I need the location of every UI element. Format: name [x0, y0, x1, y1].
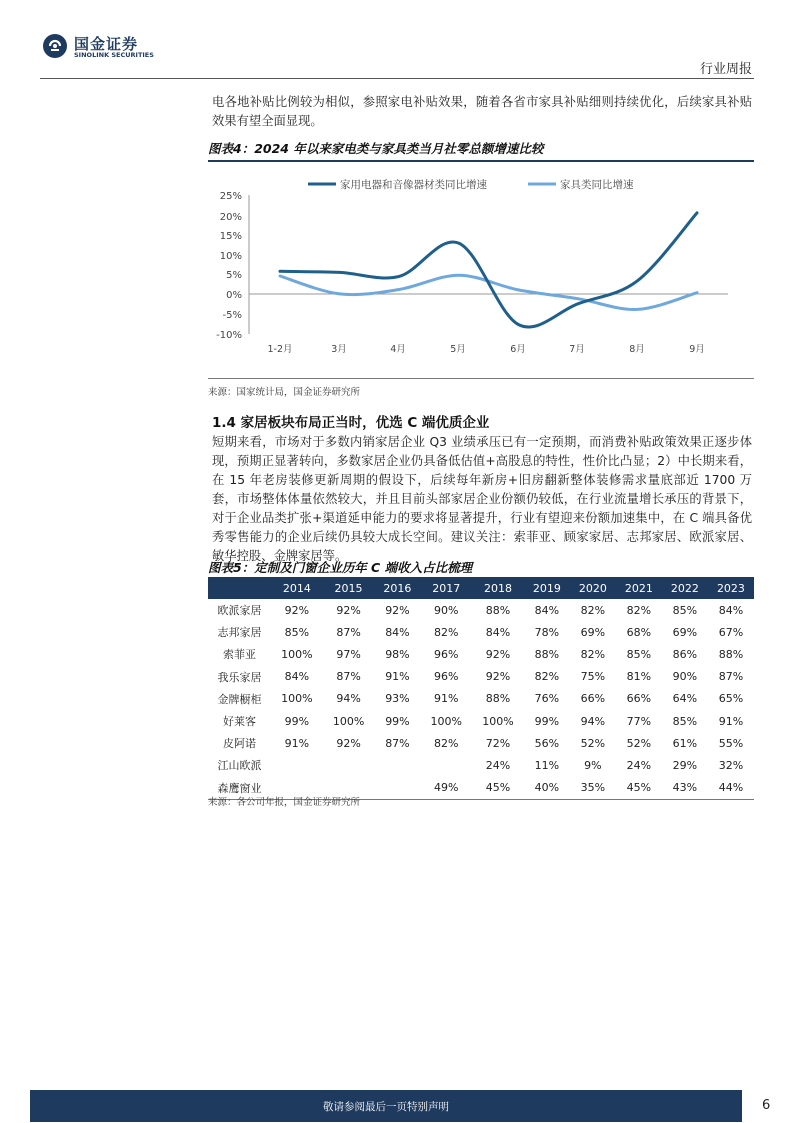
- ratio-cell: 32%: [718, 758, 744, 772]
- logo-chinese-name: 国金证券: [74, 35, 139, 53]
- header-divider: [40, 78, 754, 79]
- y-tick-label: 15%: [219, 231, 242, 242]
- year-header: 2020: [570, 578, 616, 599]
- table-row: [208, 599, 754, 621]
- ratio-cell: 100%: [281, 692, 313, 706]
- company-name-cell: 好莱客: [223, 715, 256, 729]
- ratio-cell: 72%: [485, 736, 511, 750]
- year-header: 2022: [662, 578, 708, 599]
- company-name-cell: 皮阿诺: [223, 737, 256, 751]
- x-tick-label: 6月: [510, 344, 526, 355]
- ratio-cell: 69%: [580, 625, 606, 639]
- table-row: [208, 621, 754, 643]
- ratio-cell: 85%: [284, 625, 310, 639]
- ratio-cell: 64%: [672, 692, 698, 706]
- x-tick-label: 4月: [390, 344, 406, 355]
- ratio-cell: 88%: [534, 647, 560, 661]
- ratio-cell: [271, 754, 323, 776]
- ratio-cell: 45%: [616, 777, 662, 800]
- ratio-cell: 92%: [284, 603, 310, 617]
- ratio-cell: 94%: [580, 714, 606, 728]
- ratio-cell: 97%: [336, 647, 361, 661]
- ratio-cell: 92%: [485, 670, 511, 684]
- ratio-cell: 78%: [534, 625, 560, 639]
- ratio-cell: 99%: [284, 714, 310, 728]
- y-tick-label: -10%: [216, 330, 242, 341]
- ratio-cell: 82%: [434, 625, 459, 639]
- ratio-cell: 84%: [718, 603, 744, 617]
- company-name-cell: 索菲亚: [223, 648, 256, 662]
- ratio-cell: 82%: [434, 736, 459, 750]
- ratio-cell: 29%: [672, 758, 698, 772]
- ratio-cell: 82%: [626, 603, 652, 617]
- page-number: 6: [762, 1098, 771, 1113]
- ratio-cell: [374, 777, 420, 800]
- table-row: [208, 688, 754, 710]
- ratio-cell: 81%: [626, 670, 652, 684]
- figure4-top-rule: [208, 160, 754, 162]
- ratio-cell: 90%: [434, 603, 459, 617]
- year-header: 2015: [323, 578, 375, 599]
- company-logo: [42, 30, 172, 62]
- ratio-cell: 82%: [580, 647, 606, 661]
- legend-label-furniture: 家具类同比增速: [560, 179, 634, 191]
- table-row: [208, 710, 754, 732]
- report-type-label: 行业周报: [699, 62, 752, 77]
- ratio-cell: 44%: [708, 777, 754, 800]
- section-heading: 1.4 家居板块布局正当时，优选 C 端优质企业: [212, 415, 490, 431]
- ratio-cell: 99%: [534, 714, 560, 728]
- footer-bar: [30, 1090, 742, 1122]
- ratio-cell: 61%: [672, 736, 698, 750]
- company-name-cell: 江山欧派: [217, 759, 262, 773]
- footer-disclaimer: 敬请参阅最后一页特别声明: [323, 1101, 449, 1113]
- ratio-cell: 85%: [626, 647, 652, 661]
- figure4-bottom-rule: [208, 378, 754, 379]
- ratio-cell: 87%: [336, 625, 361, 639]
- table-header-corner: [208, 578, 271, 599]
- table-row: [208, 732, 754, 754]
- ratio-cell: 67%: [718, 625, 744, 639]
- ratio-cell: 66%: [580, 692, 606, 706]
- y-tick-label: 25%: [219, 191, 242, 202]
- x-tick-label: 8月: [629, 344, 645, 355]
- figure4-title: 图表4：2024 年以来家电类与家具类当月社零总额增速比较: [208, 141, 544, 156]
- y-tick-label: 5%: [226, 270, 242, 281]
- ratio-cell: 49%: [420, 777, 472, 800]
- x-tick-label: 1-2月: [267, 344, 293, 355]
- ratio-cell: 65%: [718, 692, 744, 706]
- ratio-cell: 98%: [385, 647, 410, 661]
- year-header: 2019: [524, 578, 570, 599]
- ratio-cell: 84%: [485, 625, 511, 639]
- company-name-cell: 金牌橱柜: [217, 692, 262, 706]
- section-paragraph: 短期来看，市场对于多数内销家居企业 Q3 业绩承压已有一定预期，而消费补贴政策效果正逐步体现，预期正显著转向，多数家居企业仍具备低估值+高股息的特性，性价比凸显；2）中长期来看，在 15 年老房装修更新周期的假设下，后续每年新房+旧房翻新整体装修需求量底部近 1700 万套，市场整体体量依然较大，并且目前头部家居企业份额仍较低，在行业流量增长承压的背景下，对于企业品类扩张+渠道延申能力的要求将显著提升，行业有望迎来份额加速集中，在 C 端具备优秀零售能力的企业后续仍具较大成长空间。建议关注：索菲亚、顾家家居、志邦家居、欧派家居、敏华控股、金牌家居等。: [212, 435, 752, 563]
- ratio-cell: 92%: [336, 603, 361, 617]
- ratio-cell: 52%: [580, 736, 606, 750]
- sinolink-logo-icon: [42, 33, 68, 59]
- ratio-cell: [374, 754, 420, 776]
- ratio-cell: 87%: [336, 670, 361, 684]
- ratio-cell: 93%: [385, 692, 410, 706]
- table-row: [208, 666, 754, 688]
- ratio-cell: [420, 754, 472, 776]
- ratio-cell: 96%: [434, 670, 459, 684]
- ratio-cell: 35%: [570, 777, 616, 800]
- y-tick-label: -5%: [222, 310, 242, 321]
- ratio-cell: 88%: [485, 603, 511, 617]
- ratio-cell: 100%: [332, 714, 365, 728]
- ratio-cell: 91%: [718, 714, 744, 728]
- ratio-cell: 76%: [534, 692, 560, 706]
- y-tick-label: 0%: [226, 290, 242, 301]
- ratio-cell: 86%: [672, 647, 698, 661]
- ratio-cell: 11%: [534, 758, 560, 772]
- ratio-cell: 82%: [580, 603, 606, 617]
- x-tick-label: 7月: [569, 344, 585, 355]
- year-header: 2021: [616, 578, 662, 599]
- ratio-cell: 87%: [718, 670, 744, 684]
- year-header: 2023: [708, 578, 754, 599]
- ratio-cell: 88%: [718, 647, 744, 661]
- legend-label-appliances: 家用电器和音像器材类同比增速: [340, 179, 487, 191]
- ratio-cell: 92%: [485, 647, 511, 661]
- x-tick-label: 9月: [689, 344, 705, 355]
- company-name-cell: 志邦家居: [217, 626, 262, 640]
- y-tick-label: 20%: [219, 212, 242, 223]
- ratio-cell: 40%: [524, 777, 570, 800]
- ratio-cell: 99%: [385, 714, 410, 728]
- logo-english-name: SINOLINK SECURITIES: [74, 51, 154, 59]
- ratio-cell: 24%: [626, 758, 652, 772]
- ratio-cell: 68%: [626, 625, 652, 639]
- ratio-cell: 100%: [430, 714, 462, 728]
- ratio-cell: 84%: [385, 625, 410, 639]
- ratio-cell: 96%: [434, 647, 459, 661]
- ratio-cell: 69%: [672, 625, 698, 639]
- year-header: 2017: [420, 578, 472, 599]
- figure5-source: 来源：各公司年报，国金证券研究所: [208, 797, 361, 808]
- ratio-cell: 85%: [672, 603, 698, 617]
- ratio-cell: 91%: [385, 670, 410, 684]
- ratio-cell: 91%: [434, 692, 459, 706]
- ratio-cell: 84%: [534, 603, 560, 617]
- ratio-cell: 100%: [281, 647, 313, 661]
- table-row: [208, 643, 754, 665]
- ratio-cell: 56%: [534, 736, 560, 750]
- x-tick-label: 3月: [331, 344, 347, 355]
- table-row: [208, 754, 754, 776]
- ratio-cell: 55%: [718, 736, 744, 750]
- ratio-cell: 75%: [580, 670, 606, 684]
- ratio-cell: 9%: [584, 758, 602, 772]
- ratio-cell: 84%: [284, 670, 310, 684]
- x-tick-label: 5月: [450, 344, 466, 355]
- company-name-cell: 我乐家居: [217, 670, 262, 684]
- ratio-cell: 100%: [482, 714, 514, 728]
- year-header: 2018: [472, 578, 524, 599]
- company-name-cell: 森鹰窗业: [208, 777, 271, 800]
- ratio-cell: 87%: [385, 736, 410, 750]
- ratio-cell: 92%: [385, 603, 410, 617]
- year-header: 2016: [374, 578, 420, 599]
- ratio-cell: 66%: [626, 692, 652, 706]
- figure4-source: 来源：国家统计局，国金证券研究所: [208, 387, 361, 398]
- ratio-cell: 90%: [672, 670, 698, 684]
- c-end-revenue-table: [208, 578, 754, 800]
- ratio-cell: 77%: [626, 714, 652, 728]
- ratio-cell: 43%: [662, 777, 708, 800]
- ratio-cell: 85%: [672, 714, 698, 728]
- ratio-cell: 52%: [626, 736, 652, 750]
- figure5-title: 图表5：定制及门窗企业历年 C 端收入占比梳理: [208, 560, 473, 575]
- intro-paragraph: 电各地补贴比例较为相似，参照家电补贴效果，随着各省市家具补贴细则持续优化，后续家具补贴效果有望全面显现。: [212, 95, 752, 128]
- year-header: 2014: [271, 578, 323, 599]
- ratio-cell: [323, 754, 375, 776]
- ratio-cell: 91%: [284, 736, 310, 750]
- ratio-cell: 94%: [336, 692, 361, 706]
- table-header-row: [208, 578, 754, 599]
- ratio-cell: 82%: [534, 670, 560, 684]
- ratio-cell: 88%: [485, 692, 511, 706]
- growth-line-chart: [208, 163, 754, 375]
- company-name-cell: 欧派家居: [217, 604, 262, 618]
- y-tick-label: 10%: [219, 251, 242, 262]
- ratio-cell: 24%: [485, 758, 511, 772]
- ratio-cell: 92%: [336, 736, 361, 750]
- ratio-cell: 45%: [472, 777, 524, 800]
